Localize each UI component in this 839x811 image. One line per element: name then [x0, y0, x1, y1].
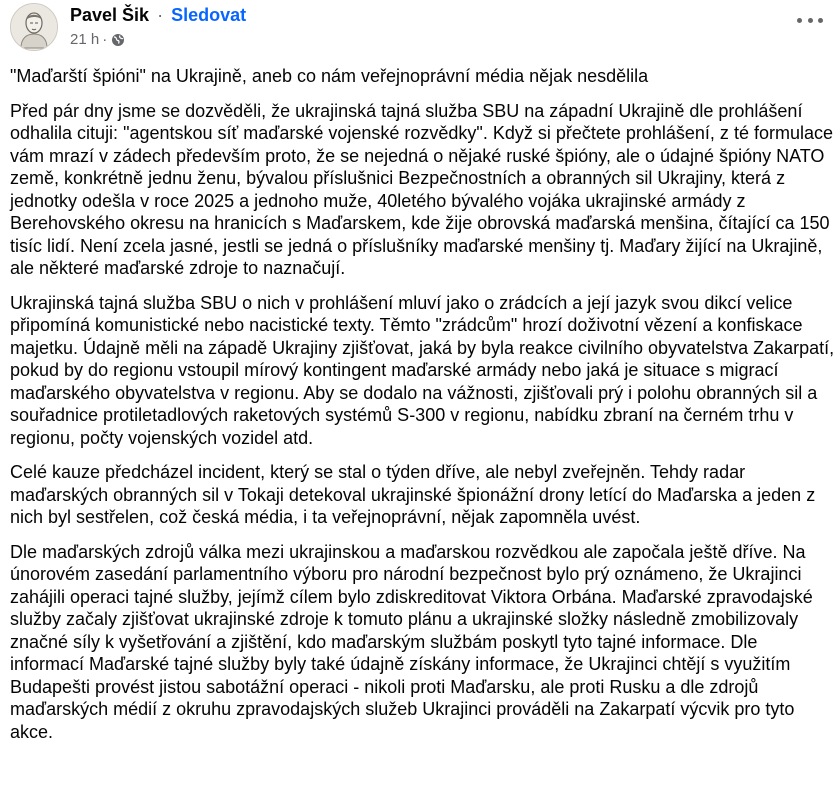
author-name[interactable]: Pavel Šik: [70, 5, 150, 25]
post-timestamp[interactable]: 21 h: [70, 31, 100, 48]
post-meta: [70, 31, 125, 49]
post-content: [10, 65, 836, 755]
post-paragraph-1: Před pár dny jsme se dozvěděli, že ukrajinská tajná služba SBU na západní Ukrajině dle prohlášení odhalila cituji: "agentskou síť maďarské vojenské rozvědky". Když si přečtete prohlášení, z té formulace vám mrazí v zádech především proto, že se nejedná o nějaké ruské špióny, ale o údajné špióny NATO země, konkrétně jednu ženu, bývalou příslušnici Bezpečnostních a obranných sil Ukrajiny, která z jednotky odešla v roce 2025 a jednoho muže, 40letého bývalého vojáka ukrajinské armády z Berehovského okresu na hranicích s Maďarskem, kde žije obrovská maďarská menšina, čítající ca 150 tisíc lidí. Není zcela jasné, jestli se jedná o příslušníky maďarské menšiny tj. Maďary žijící na Ukrajině, ale některé maďarské zdroje to naznačují.: [10, 100, 833, 278]
post-paragraph-3: Celé kauze předcházel incident, který se stal o týden dříve, ale nebyl zveřejněn. Tehdy radar maďarských obranných sil v Tokaji detekoval ukrajinské špionážní drony letící do Maďarska a jeden z nich byl sestřelen, což česká média, i ta veřejnoprávní, nějak zapomněla uvést.: [10, 462, 816, 527]
post-title: "Maďarští špióni" na Ukrajině, aneb co nám veřejnoprávní média nějak nesdělila: [10, 66, 649, 86]
post-paragraph-4: Dle maďarských zdrojů válka mezi ukrajinskou a maďarskou rozvědkou ale započala ještě dříve. Na únorovém zasedání parlamentního výboru pro národní bezpečnost bylo prý oznámeno, že Ukrajinci zahájili operaci tajné služby, jejímž cílem bylo zdiskreditovat Viktora Orbána. Maďarské zpravodajské služby začaly zjišťovat ukrajinské zdroje k tomuto plánu a ukrajinské složky následně zmobilizovaly značné síly k vyšetřování a zjištění, kdo maďarským službám poskytl tyto tajné informace. Dle informací Maďarské tajné služby byly také údajně získány informace, že Ukrajinci chtějí s využitím Budapešti provést jistou sabotážní operaci - nikoli proti Maďarsku, ale proti Rusku a dle zdrojů maďarských médií z okruhu zpravodajských služeb Ukrajinci prováděli na Zakarpatí výcvik pro tyto akce.: [10, 541, 813, 742]
avatar-drawing: [11, 4, 57, 50]
post-header: [0, 0, 839, 60]
avatar[interactable]: [10, 3, 58, 51]
more-options-icon[interactable]: [797, 12, 823, 28]
follow-button[interactable]: Sledovat: [171, 5, 247, 25]
meta-separator: ·: [102, 31, 108, 48]
author-line: [70, 4, 246, 26]
globe-icon: [111, 33, 125, 47]
author-separator: ·: [157, 5, 164, 25]
post-paragraph-2: Ukrajinská tajná služba SBU o nich v prohlášení mluví jako o zrádcích a její jazyk svou dikcí velice připomíná komunistické nebo nacistické texty. Těmto "zrádcům" hrozí doživotní vězení a konfiskace majetku. Údajně měli na západě Ukrajiny zjišťovat, jaká by byla reakce civilního obyvatelstva Zakarpatí, pokud by do regionu vstoupil mírový kontingent maďarské armády nebo jaká je situace s migrací maďarského obyvatelstva v regionu. Aby se dodalo na vážnosti, zjišťovali prý i polohu obranných sil a souřadnice protiletadlových raketových systémů S-300 v regionu, nabídku zbraní na černém trhu v regionu, počty vojenských vozidel atd.: [10, 292, 835, 448]
